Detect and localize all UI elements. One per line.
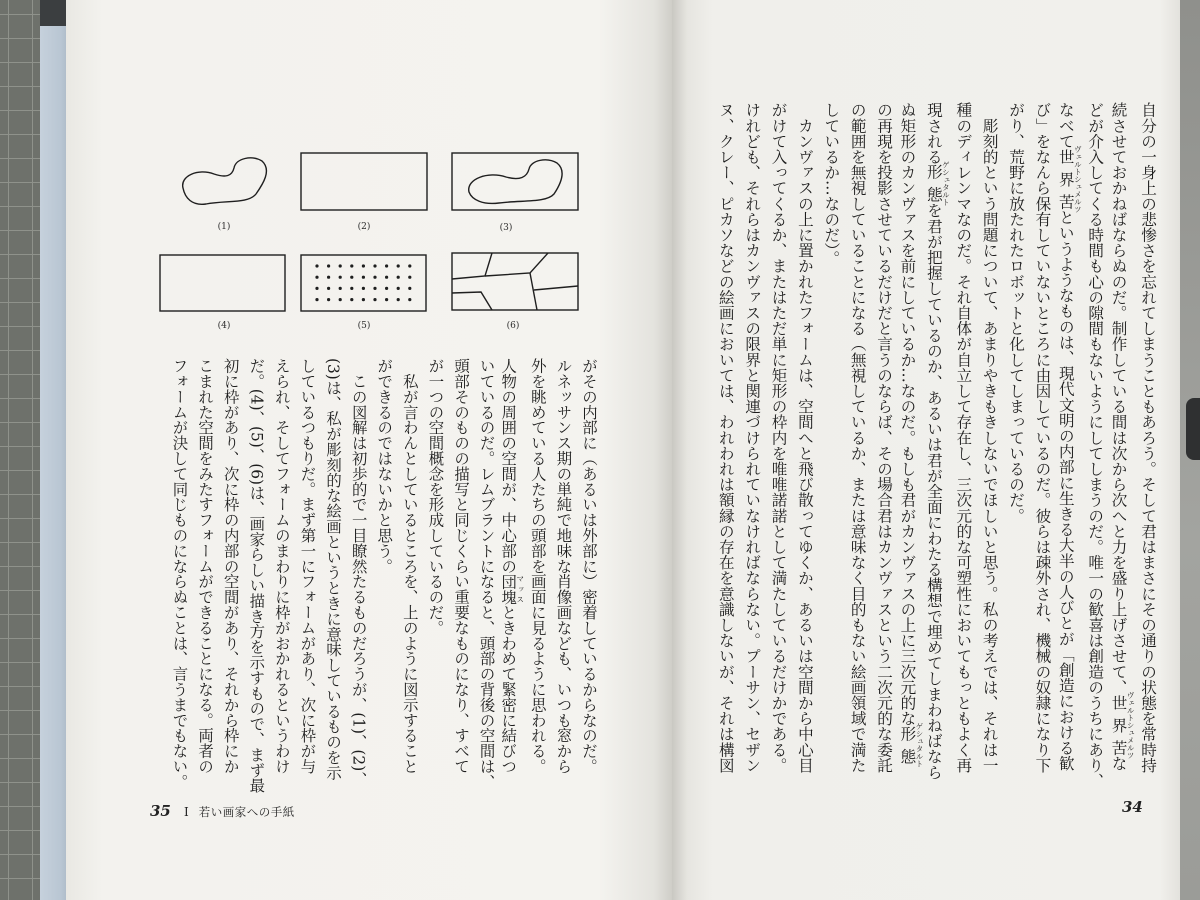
figure-dot	[339, 264, 342, 267]
page-number-right: 34	[1122, 798, 1143, 816]
text-line: 自分の一身上の悲惨さを忘れてしまうこともあろう。そして君はまさにその通りの状態を常時持	[1139, 102, 1157, 773]
text-line: がり、荒野に放たれたロボットと化してしまっているのだ。	[1007, 102, 1026, 524]
figure-dot	[385, 264, 388, 267]
text-line: しているか…なのだ）。	[822, 102, 841, 266]
figure-dot	[327, 298, 330, 301]
running-head	[184, 804, 295, 820]
figure-6-division	[452, 292, 492, 310]
ruby-base: 形態	[924, 160, 943, 206]
figure-dot	[373, 287, 376, 290]
figure-6-division	[485, 253, 548, 276]
figure-6-label: (6)	[506, 321, 520, 331]
furigana: ゲシュタルト	[914, 722, 924, 768]
figure-dot	[327, 264, 330, 267]
figure-dot	[385, 276, 388, 279]
text-line: 彫刻的という問題について、あまりやきもきしないでほしいと思う。私の考えでは、それは一	[980, 102, 999, 773]
figure-1	[183, 158, 267, 232]
figure-dot	[385, 298, 388, 301]
book-clip	[1186, 398, 1200, 460]
text-line: いているのだ。レムブラントになると、頭部の背後の空間は、	[477, 358, 496, 790]
right-page-body-text	[712, 102, 1161, 802]
figure-5-dots	[315, 264, 411, 301]
ruby-word	[1109, 691, 1136, 759]
text-line: 初に枠があり、次に枠の内部の空間があり、それから枠にか	[221, 358, 240, 774]
figure-dot	[408, 298, 411, 301]
figure-dot	[327, 276, 330, 279]
figure-dot	[373, 276, 376, 279]
figure-dot	[315, 276, 318, 279]
ruby-word	[924, 160, 951, 206]
figure-dot	[362, 276, 365, 279]
text-line: けれども、それらはカンヴァスの限界と関連づけられていなければならない。プーサン、セザン	[743, 102, 762, 773]
ruby-base: 世界苦	[1109, 691, 1128, 759]
figure-4	[160, 255, 285, 331]
ruby-base: 団塊	[499, 573, 518, 605]
text-line: ヌ、クレー、ピカソなどの絵画においては、われわれは額縁の存在を意識しないが、それは構図	[716, 102, 735, 773]
figure-dot	[350, 276, 353, 279]
figure-dot	[397, 276, 400, 279]
text-line	[499, 358, 525, 808]
figure-6-frame	[452, 253, 578, 310]
text-line	[1055, 102, 1081, 802]
figure-dot	[408, 287, 411, 290]
text-line: こまれた空間をみたすフォームができることになる。両者の	[196, 358, 215, 774]
furigana: ヴェルトシュメルツ	[1126, 691, 1136, 759]
figure-dot	[373, 264, 376, 267]
figure-dot	[315, 287, 318, 290]
text-line: ができるのではないかと思う。	[375, 358, 394, 574]
furigana: ゲシュタルト	[941, 160, 951, 206]
figure-dot	[339, 287, 342, 290]
figure-3	[452, 153, 578, 233]
figure-dot	[397, 287, 400, 290]
figure-2-label: (2)	[357, 222, 371, 232]
figure-6-division	[534, 286, 578, 290]
figure-3-label: (3)	[499, 223, 513, 233]
ruby-word	[1056, 145, 1083, 213]
line-text: ぬ矩形のカンヴァスを前にしているか…なのだ。もしも君がカンヴァスの上に三次元的な	[898, 102, 917, 726]
figure-dot	[385, 287, 388, 290]
figure-dot	[339, 276, 342, 279]
text-line: (3)は、私が彫刻的な絵画というときに意味しているものを示	[324, 358, 343, 781]
figure-5-frame	[301, 255, 426, 311]
figure-dot	[327, 287, 330, 290]
line-text: というようなものは、現代文明の内部に生きる大半の人びとが「創造における歓	[1056, 209, 1075, 772]
cutting-mat	[0, 0, 44, 900]
figure-dot	[373, 298, 376, 301]
line-text: を君が把握しているのか、あるいは君が全面にわたる構想で埋めてしまわねばなら	[924, 202, 943, 780]
text-line: がけて入ってくるか、またはただ単に矩形の枠内を唯唯諾諾として満たしているだけかである。	[769, 102, 788, 773]
text-line: の範囲を無視していることになる（無視しているか、または意味なく目的もない絵画領域で満た	[848, 102, 867, 773]
text-line: 外を眺めている人たちの頭部を画面に見るように思われる。	[528, 358, 547, 774]
line-text: ときわめて緊密に結びつ	[499, 604, 518, 774]
figure-dot	[362, 264, 365, 267]
line-text: 人物の周囲の空間が、中心部の	[499, 358, 518, 574]
figure-5	[301, 255, 426, 331]
figure-dot	[339, 298, 342, 301]
text-line: がその内部に（あるいは外部に）密着しているからなのだ。	[580, 358, 598, 774]
figure-dot	[397, 264, 400, 267]
figure-dot	[350, 298, 353, 301]
figure-dot	[362, 298, 365, 301]
line-text: なべて	[1056, 102, 1075, 149]
figure-dot	[315, 264, 318, 267]
text-line: カンヴァスの上に置かれたフォームは、空間へと飛び散ってゆくか、あるいは空間から中心目	[795, 102, 814, 773]
text-line: えられ、そしてフォームのまわりに枠がおかれるというわけ	[272, 358, 291, 774]
running-head-part: I	[184, 805, 189, 819]
figure-dot	[350, 264, 353, 267]
figure-dot	[350, 287, 353, 290]
text-line: どが介入してくる時間も心の隙間もないようにしてしまうのだ。唯一の歓喜は創造のうちにあり、	[1086, 102, 1105, 789]
text-line	[1108, 102, 1134, 802]
text-line: フォームが決して同じものにならぬことは、言うまでもない。	[170, 358, 189, 790]
text-line: の再現を投影させているだけだと言うのならば、その場合君はカンヴァスという二次元的な委託	[875, 102, 894, 773]
figure-dot	[408, 276, 411, 279]
text-line: ルネッサンス期の単純で地味な肖像画なども、いつも窓から	[554, 358, 573, 774]
text-line: この図解は初歩的で一目瞭然たるものだろうが、(1)、(2)、	[349, 358, 368, 787]
figure-dot	[408, 264, 411, 267]
figure-6	[452, 253, 578, 331]
figure-4-label: (4)	[217, 321, 231, 331]
text-line: び」をなんら保有していないところに由因しているのだ。彼らは疎外され、機械の奴隷になり下	[1033, 102, 1052, 773]
figure-6-division	[452, 253, 492, 279]
text-line: 私が言わんとしているところを、上のように図示すること	[400, 358, 419, 774]
line-text: 続させておかねばならぬのだ。制作している間は次から次へと力を盛り上げさせて、	[1109, 102, 1128, 695]
figure-6-division	[530, 273, 537, 310]
text-line	[923, 102, 949, 802]
line-text: な	[1109, 755, 1128, 772]
line-text: 現される	[924, 102, 943, 165]
figure-1-label: (1)	[217, 222, 231, 232]
left-page-body-text	[166, 358, 601, 808]
text-line: だ。(4)、(5)、(6)は、画家らしい描き方を示すもので、まず最	[247, 358, 266, 794]
figure-3-form	[469, 160, 562, 204]
figure-dot	[362, 287, 365, 290]
ruby-base: 形態	[898, 722, 917, 768]
text-line: しているつもりだ。まず第一にフォームがあり、次に枠が与	[298, 358, 317, 774]
furigana: マッス	[515, 573, 525, 605]
ruby-word	[898, 722, 924, 768]
figure-2-frame	[301, 153, 427, 210]
text-line: 種のディレンマなのだ。それ自体が自立して存在し、三次元的な可塑性においてもっともよく再	[954, 102, 973, 773]
text-line: 頭部そのものの描写と同じくらい重要なものになり、すべて	[452, 358, 471, 774]
ruby-base: 世界苦	[1056, 145, 1075, 213]
figure-dot	[397, 298, 400, 301]
figure-diagrams	[150, 140, 590, 340]
furigana: ヴェルトシュメルツ	[1073, 145, 1083, 213]
figure-2	[301, 153, 427, 232]
figure-5-label: (5)	[357, 321, 371, 331]
page-number-left: 35	[150, 802, 171, 820]
running-head-title: 若い画家への手紙	[198, 805, 295, 819]
text-line	[897, 102, 923, 802]
ruby-word	[499, 573, 525, 605]
figure-4-frame	[160, 255, 285, 311]
figure-dot	[315, 298, 318, 301]
figure-1-form	[183, 158, 267, 204]
text-line: が一つの空間概念を形成しているのだ。	[426, 358, 445, 636]
